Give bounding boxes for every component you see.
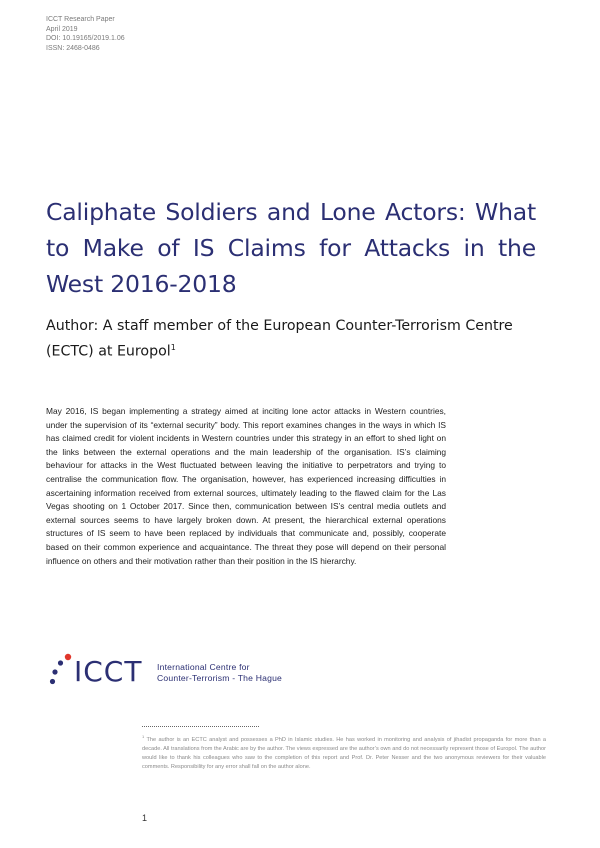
footnote-divider xyxy=(142,726,259,727)
footnote xyxy=(142,733,546,771)
logo-dot-navy-2 xyxy=(52,669,57,674)
paper-issn: ISSN: 2468-0486 xyxy=(46,44,100,52)
logo-dots-icon xyxy=(47,652,77,692)
logo-tagline xyxy=(157,662,282,684)
icct-logo xyxy=(47,652,307,694)
paper-date: April 2019 xyxy=(46,25,78,33)
logo-dot-red xyxy=(65,654,71,660)
page-number: 1 xyxy=(142,813,148,823)
author-footnote-mark[interactable]: 1 xyxy=(170,343,176,352)
abstract: May 2016, IS began implementing a strategy aimed at inciting lone actor attacks in Western countries, under the supervision of its “external security” body. This report examines changes in the ways in which IS has claimed credit for violent incidents in Western countries under this strategy in an effort to shed light on the links between the external operations and the main leadership of the organisation. IS’s claiming behaviour for attacks in the West fluctuated between leaving the initiative to perpetrators and trying to centralise the communication flow. The organisation, however, has experienced increasing difficulties in ascertaining information received from external sources, ultimately leading to the flawed claim for the Las Vegas shooting on 1 October 2017. Since then, communication between IS’s central media outlets and external sources seems to have largely broken down. At present, the hierarchical external operations structures of IS seem to have been replaced by individuals that communicate and, possibly, cooperate based on their common experience and acquaintance. The threat they pose will depend on their personal influence on others and their motivation rather than their position in the IS hierarchy. xyxy=(46,406,446,566)
logo-tagline-line2: Counter-Terrorism - The Hague xyxy=(157,673,283,683)
paper-title: Caliphate Soldiers and Lone Actors: What to Make of IS Claims for Attacks in the West 2016-2018 xyxy=(46,198,536,298)
logo-wordmark: ICCT xyxy=(74,655,143,688)
author-line xyxy=(46,316,516,363)
footnote-mark: 1 xyxy=(142,734,145,739)
logo-dot-navy-1 xyxy=(58,660,63,665)
paper-metadata xyxy=(46,15,125,53)
logo-dot-navy-3 xyxy=(50,679,55,684)
footnote-text: The author is an ECTC analyst and possesses a PhD in Islamic studies. He has worked in monitoring and analysis of jihadist propaganda for more than a decade. All translations from the Arabic are by the author. The views expressed are the author’s own and do not necessarily represent those of Europol. The author would like to thank his colleagues who saw to the completion of this report and Prof. Dr. Peter Nesser and the two anonymous reviewers for their valuable comments. Responsibility for any error shall fall on the author alone. xyxy=(142,736,546,770)
logo-tagline-line1: International Centre for xyxy=(157,662,250,672)
paper-series: ICCT Research Paper xyxy=(46,16,115,23)
paper-doi: DOI: 10.19165/2019.1.06 xyxy=(46,35,125,42)
author-text: Author: A staff member of the European Counter-Terrorism Centre (ECTC) at Europol xyxy=(46,318,513,360)
